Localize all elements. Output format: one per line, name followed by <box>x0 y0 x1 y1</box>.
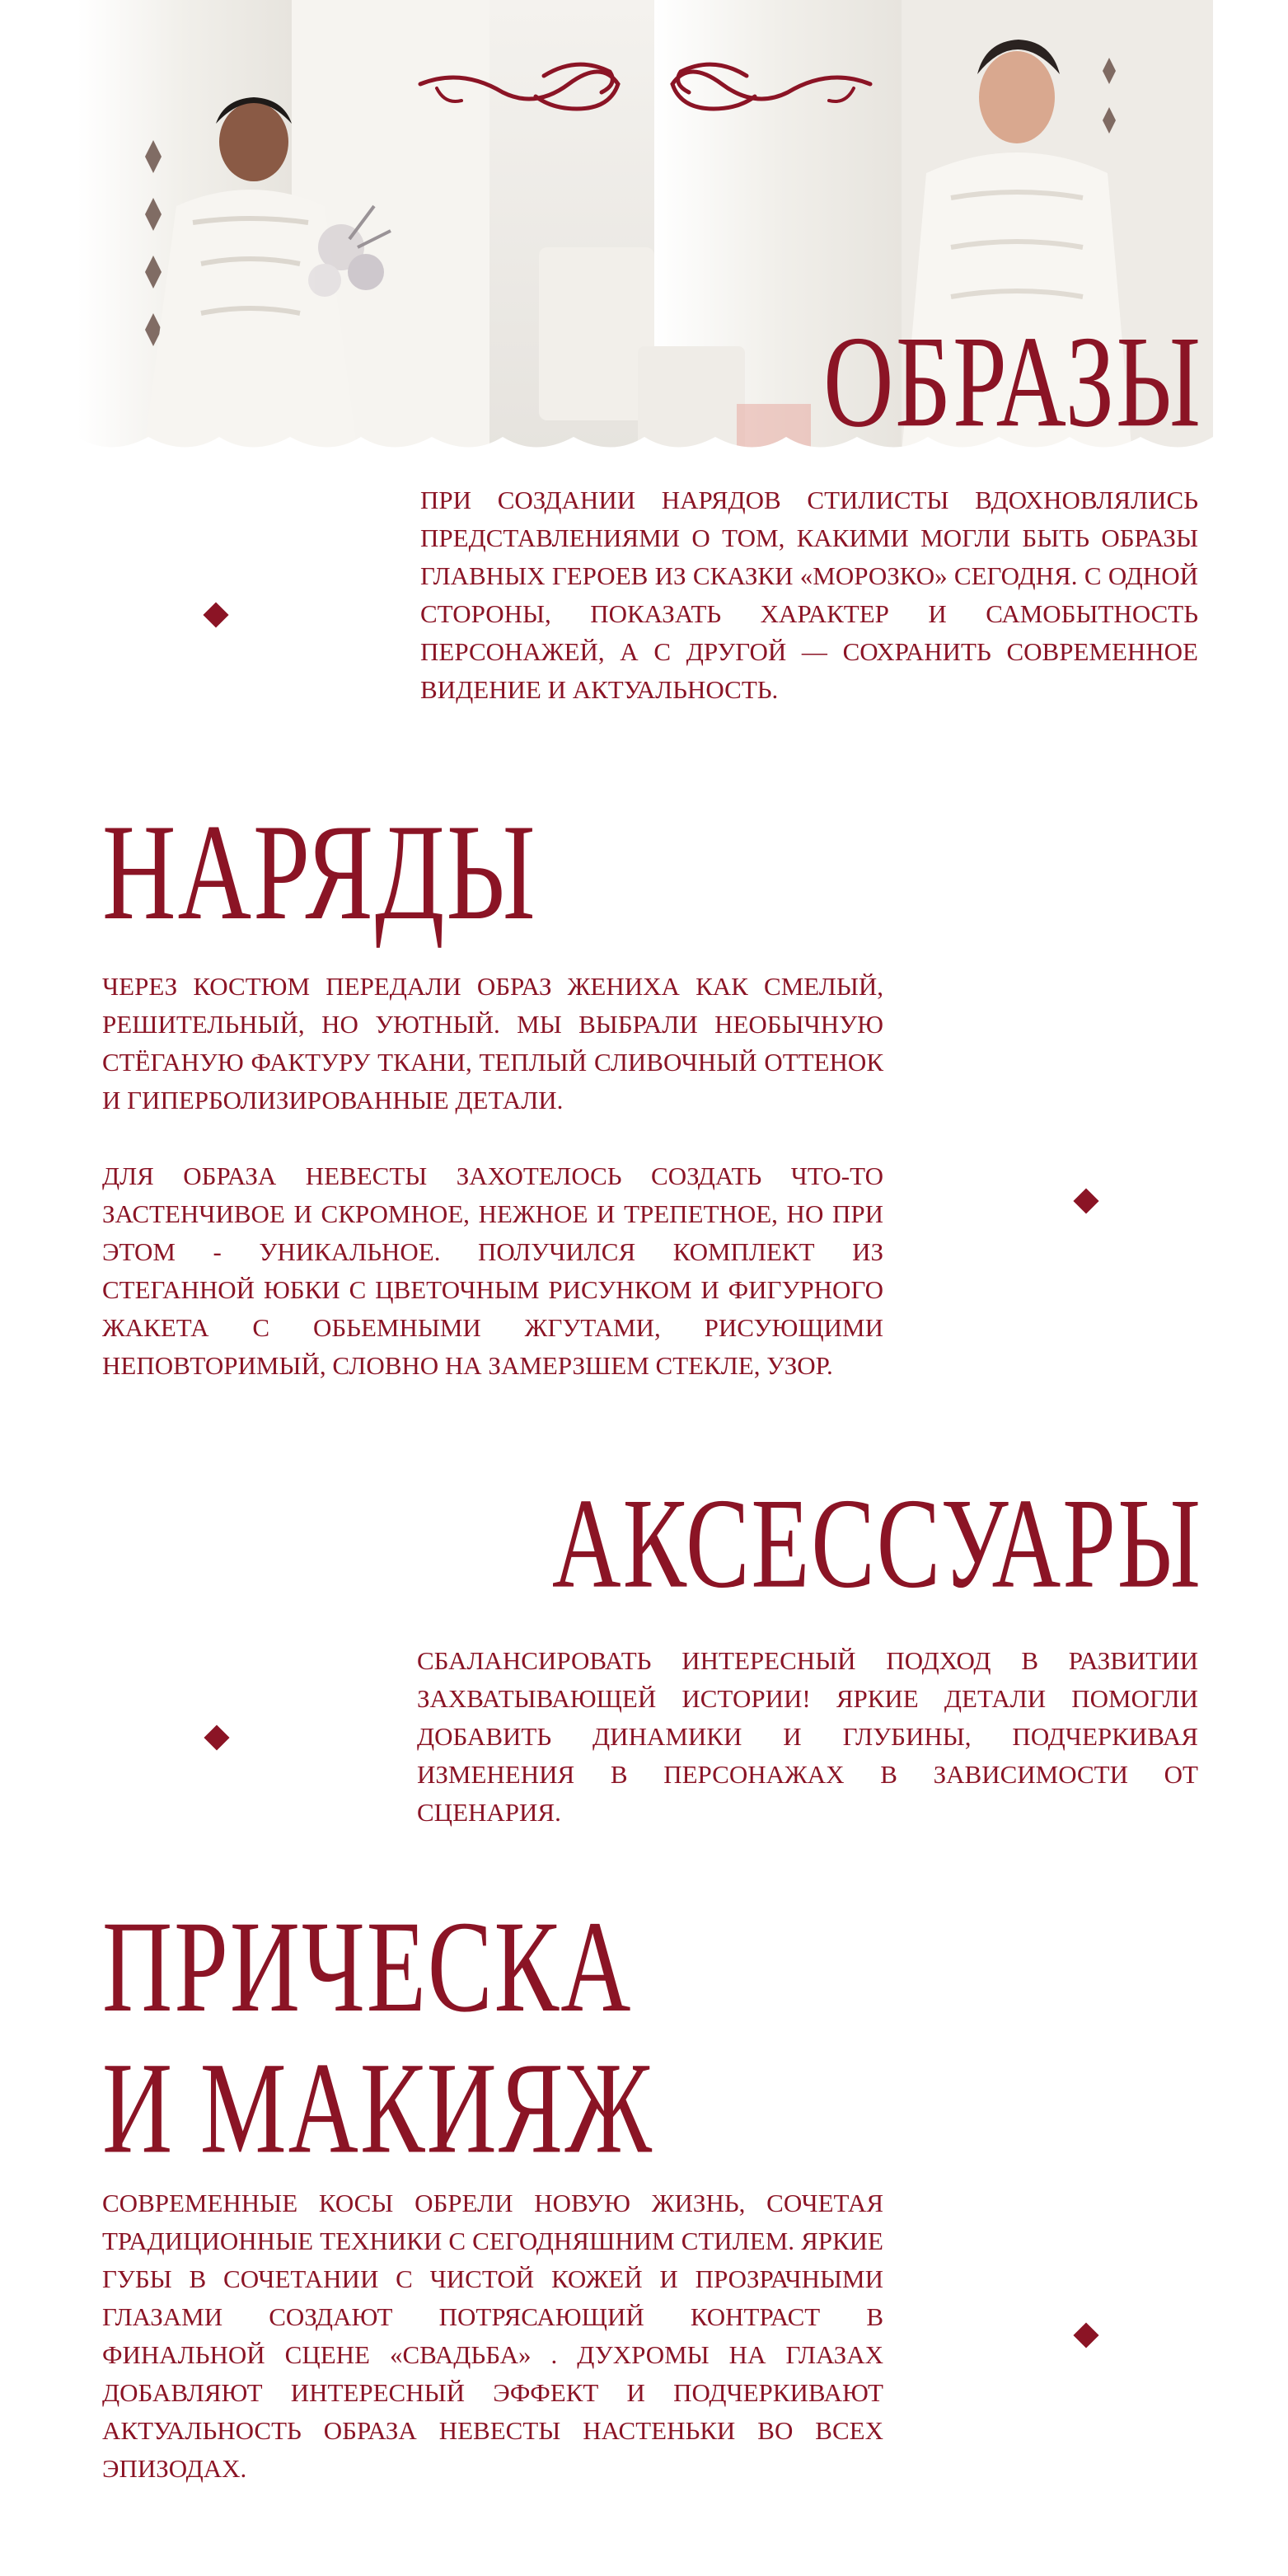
section-title-naryady: НАРЯДЫ <box>102 795 537 949</box>
section-title-obrazy: ОБРАЗЫ <box>823 308 1202 455</box>
section-title-pricheska-line2: И МАКИЯЖ <box>102 2035 654 2182</box>
naryady-paragraph-bride: ДЛЯ ОБРАЗА НЕВЕСТЫ ЗАХОТЕЛОСЬ СОЗДАТЬ ЧТО-ТО ЗАСТЕНЧИВОЕ И СКРОМНОЕ, НЕЖНОЕ И ТРЕПЕТНОЕ, НО ПРИ ЭТОМ - УНИКАЛЬНОЕ. ПОЛУЧИЛСЯ КОМПЛЕКТ ИЗ СТЕГАННОЙ ЮБКИ С ЦВЕТОЧНЫМ РИСУНКОМ И ФИГУРНОГО ЖАКЕТА С ОБЬЕМНЫМИ ЖГУТАМИ, РИСУЮЩИМИ НЕПОВТОРИМЫЙ, СЛОВНО НА ЗАМЕРЗШЕМ СТЕКЛЕ, УЗОР. <box>102 1161 883 1380</box>
obrazy-paragraph: ПРИ СОЗДАНИИ НАРЯДОВ СТИЛИСТЫ ВДОХНОВЛЯЛИСЬ ПРЕДСТАВЛЕНИЯМИ О ТОМ, КАКИМИ МОГЛИ БЫТЬ ОБРАЗЫ ГЛАВНЫХ ГЕРОЕВ ИЗ СКАЗКИ «МОРОЗКО» СЕГОДНЯ. С ОДНОЙ СТОРОНЫ, ПОКАЗАТЬ ХАРАКТЕР И САМОБЫТНОСТЬ ПЕРСОНАЖЕЙ, А С ДРУГОЙ — СОХРАНИТЬ СОВРЕМЕННОЕ ВИДЕНИЕ И АКТУАЛЬНОСТЬ. <box>420 486 1198 704</box>
section-title-pricheska <box>102 1893 654 2182</box>
pricheska-paragraph: СОВРЕМЕННЫЕ КОСЫ ОБРЕЛИ НОВУЮ ЖИЗНЬ, СОЧЕТАЯ ТРАДИЦИОННЫЕ ТЕХНИКИ С СЕГОДНЯШНИМ СТИЛЕМ. ЯРКИЕ ГУБЫ В СОЧЕТАНИИ С ЧИСТОЙ КОЖЕЙ И ПРОЗРАЧНЫМИ ГЛАЗАМИ СОЗДАЮТ ПОТРЯСАЮЩИЙ КОНТРАСТ В ФИНАЛЬНОЙ СЦЕНЕ «СВАДЬБА» . ДУХРОМЫ НА ГЛАЗАХ ДОБАВЛЯЮТ ИНТЕРЕСНЫЙ ЭФФЕКТ И ПОДЧЕРКИВАЮТ АКТУАЛЬНОСТЬ ОБРАЗА НЕВЕСТЫ НАСТЕНЬКИ ВО ВСЕХ ЭПИЗОДАХ. <box>102 2189 883 2483</box>
diamond-bullet-icon <box>1073 2322 1098 2348</box>
naryady-paragraph-groom: ЧЕРЕЗ КОСТЮМ ПЕРЕДАЛИ ОБРАЗ ЖЕНИХА КАК СМЕЛЫЙ, РЕШИТЕЛЬНЫЙ, НО УЮТНЫЙ. МЫ ВЫБРАЛИ НЕОБЫЧНУЮ СТЁГАНУЮ ФАКТУРУ ТКАНИ, ТЕПЛЫЙ СЛИВОЧНЫЙ ОТТЕНОК И ГИПЕРБОЛИЗИРОВАННЫЕ ДЕТАЛИ. <box>102 972 883 1114</box>
wing-ornament-left-icon <box>412 51 626 134</box>
diamond-bullet-icon <box>204 1724 229 1750</box>
diamond-bullet-icon <box>1073 1188 1098 1213</box>
section-title-pricheska-line1: ПРИЧЕСКА <box>102 1893 633 2040</box>
wing-ornament-right-icon <box>664 51 878 134</box>
diamond-bullet-icon <box>203 602 228 627</box>
aksessuary-paragraph: СБАЛАНСИРОВАТЬ ИНТЕРЕСНЫЙ ПОДХОД В РАЗВИТИИ ЗАХВАТЫВАЮЩЕЙ ИСТОРИИ! ЯРКИЕ ДЕТАЛИ ПОМОГЛИ ДОБАВИТЬ ДИНАМИКИ И ГЛУБИНЫ, ПОДЧЕРКИВАЯ ИЗМЕНЕНИЯ В ПЕРСОНАЖАХ В ЗАВИСИМОСТИ ОТ СЦЕНАРИЯ. <box>417 1646 1198 1827</box>
section-title-aksessuary: АКСЕССУАРЫ <box>551 1472 1202 1616</box>
